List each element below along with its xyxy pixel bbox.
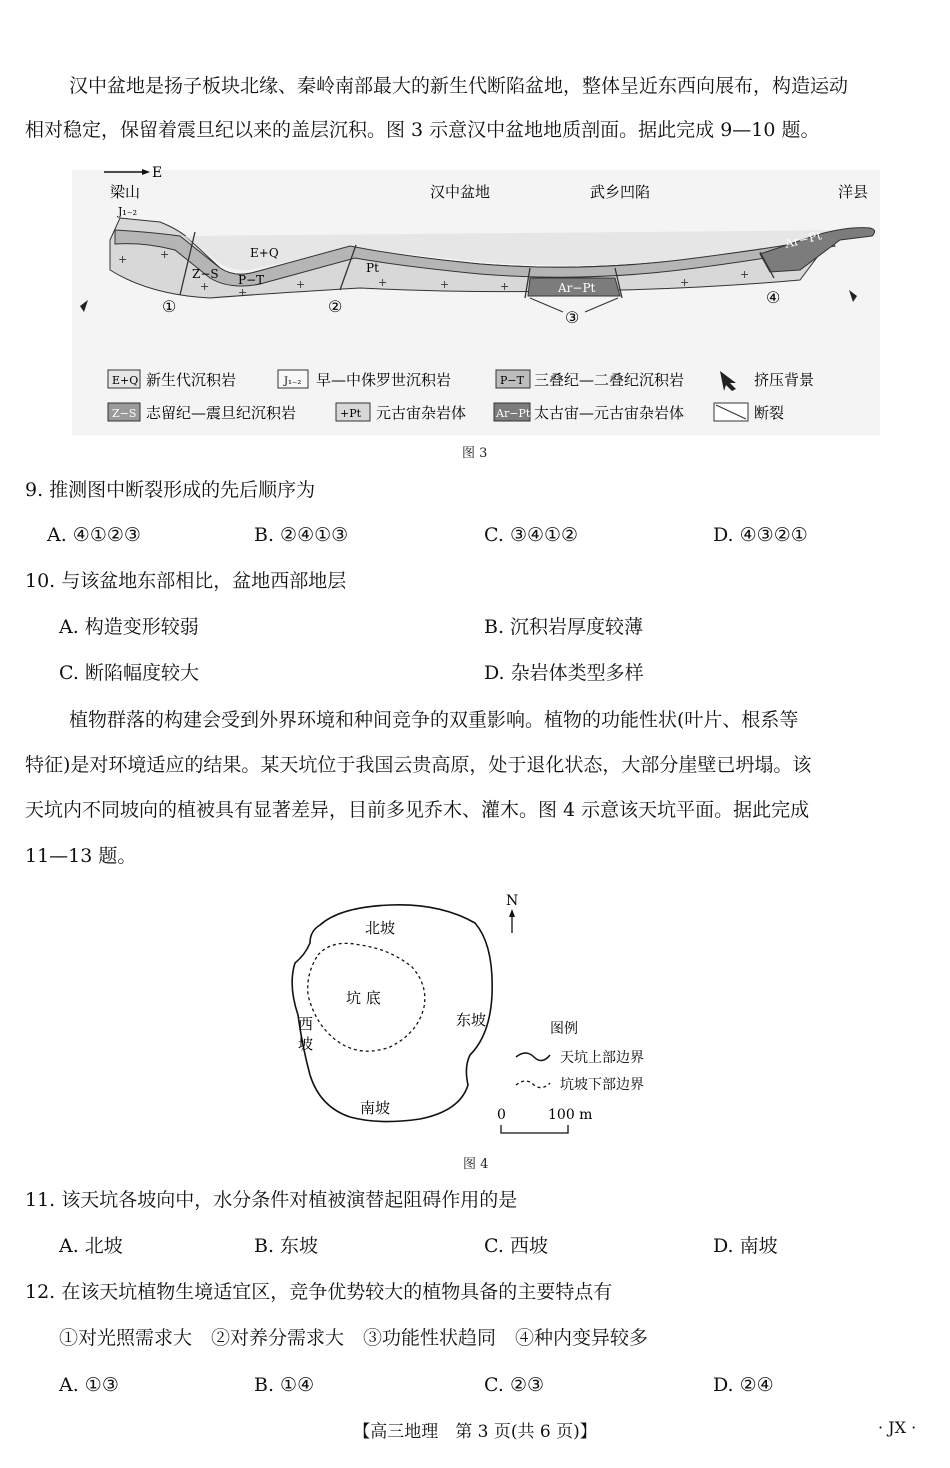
q12-option-d[interactable]: D. ②④	[713, 1374, 774, 1396]
figure4-sinkhole-plan	[280, 885, 680, 1145]
label-zs: Z−S	[192, 267, 219, 281]
q9-stem: 9. 推测图中断裂形成的先后顺序为	[25, 479, 316, 501]
svg-text:+: +	[500, 280, 510, 293]
q12-stem: 12. 在该天坑植物生境适宜区，竞争优势较大的植物具备的主要特点有	[25, 1281, 613, 1303]
fig4-legend-title: 图例	[550, 1021, 578, 1037]
svg-text:+Pt: +Pt	[340, 407, 362, 420]
direction-label: E	[152, 165, 163, 181]
svg-text:Ar−Pt: Ar−Pt	[496, 407, 531, 420]
q9-option-d[interactable]: D. ④③②①	[713, 524, 808, 546]
q11-stem: 11. 该天坑各坡向中，水分条件对植被演替起阻碍作用的是	[25, 1189, 518, 1211]
svg-text:+: +	[118, 253, 128, 266]
q9-option-b[interactable]: B. ②④①③	[254, 524, 349, 546]
fault-label-4: ④	[766, 288, 781, 307]
q12-option-c[interactable]: C. ②③	[484, 1374, 545, 1396]
fault-label-3: ③	[565, 308, 580, 327]
svg-text:J₁₋₂: J₁₋₂	[284, 376, 302, 387]
q10-option-b[interactable]: B. 沉积岩厚度较薄	[484, 616, 644, 638]
q10-option-d[interactable]: D. 杂岩体类型多样	[484, 662, 644, 684]
south-slope-label: 南坡	[360, 1099, 391, 1117]
svg-text:+: +	[238, 286, 248, 299]
intro2-line2: 特征)是对环境适应的结果。某天坑位于我国云贵高原，处于退化状态，大部分崖壁已坍塌。该	[25, 754, 812, 776]
svg-text:+: +	[378, 276, 388, 289]
label-pt: Pt	[366, 261, 379, 275]
q12-option-a[interactable]: A. ①③	[59, 1374, 119, 1396]
place-liangshan: 梁山	[110, 183, 141, 201]
svg-text:+: +	[160, 248, 170, 261]
fig4-legend-lower: 坑坡下部边界	[560, 1077, 644, 1093]
figure3-caption: 图 3	[462, 446, 488, 461]
q9-option-c[interactable]: C. ③④①②	[484, 524, 579, 546]
svg-text:断裂: 断裂	[754, 404, 785, 422]
label-j: J₁₋₂	[118, 205, 138, 218]
label-arpt-east: Ar−Pt	[783, 228, 823, 251]
svg-text:Z−S: Z−S	[112, 407, 137, 420]
place-hanzhong: 汉中盆地	[430, 183, 491, 201]
fig4-legend-upper: 天坑上部边界	[560, 1050, 644, 1066]
svg-text:挤压背景: 挤压背景	[754, 371, 815, 389]
west-slope-label-2: 坡	[298, 1035, 314, 1053]
scale-zero: 0	[497, 1107, 506, 1123]
svg-text:P−T: P−T	[500, 374, 524, 387]
svg-text:+: +	[440, 278, 450, 291]
fault-label-1: ①	[162, 297, 177, 316]
q11-option-d[interactable]: D. 南坡	[713, 1235, 778, 1257]
bottom-label: 坑 底	[346, 989, 381, 1007]
upper-boundary-legend-icon	[516, 1053, 550, 1061]
lower-boundary-legend-icon	[516, 1081, 550, 1088]
svg-text:元古宙杂岩体: 元古宙杂岩体	[376, 404, 467, 422]
svg-text:志留纪—震旦纪沉积岩: 志留纪—震旦纪沉积岩	[146, 404, 297, 422]
q10-option-a[interactable]: A. 构造变形较弱	[59, 616, 199, 638]
intro2-line1: 植物群落的构建会受到外界环境和种间竞争的双重影响。植物的功能性状(叶片、根系等	[69, 709, 799, 731]
q9-option-a[interactable]: A. ④①②③	[47, 524, 141, 546]
place-yangxian: 洋县	[838, 183, 869, 201]
scale-bar	[501, 1125, 568, 1133]
svg-text:早—中侏罗世沉积岩: 早—中侏罗世沉积岩	[316, 371, 452, 389]
svg-text:新生代沉积岩: 新生代沉积岩	[146, 371, 237, 389]
svg-text:+: +	[296, 278, 306, 291]
label-arpt-middle: Ar−Pt	[558, 281, 596, 295]
figure4-caption: 图 4	[463, 1157, 489, 1172]
q10-option-c[interactable]: C. 断陷幅度较大	[59, 662, 199, 684]
svg-text:+: +	[200, 280, 210, 293]
q11-option-a[interactable]: A. 北坡	[59, 1235, 123, 1257]
figure3-cross-section	[60, 160, 890, 440]
east-slope-label: 东坡	[456, 1011, 487, 1029]
svg-text:E+Q: E+Q	[112, 374, 139, 387]
intro1-line2: 相对稳定，保留着震旦纪以来的盖层沉积。图 3 示意汉中盆地地质剖面。据此完成 9—10 题。	[25, 119, 820, 141]
label-pt-tri: P−T	[238, 273, 265, 287]
intro2-line4: 11—13 题。	[25, 845, 137, 867]
q11-option-b[interactable]: B. 东坡	[254, 1235, 319, 1257]
q12-option-b[interactable]: B. ①④	[254, 1374, 315, 1396]
q12-items: ①对光照需求大 ②对养分需求大 ③功能性状趋同 ④种内变异较多	[59, 1327, 649, 1349]
page-code: · JX ·	[878, 1418, 917, 1437]
label-eq: E+Q	[250, 246, 279, 260]
svg-text:+: +	[740, 268, 750, 281]
north-label: N	[506, 893, 519, 909]
q11-option-c[interactable]: C. 西坡	[484, 1235, 548, 1257]
fault-label-2: ②	[328, 297, 343, 316]
svg-text:三叠纪—二叠纪沉积岩: 三叠纪—二叠纪沉积岩	[534, 371, 685, 389]
svg-text:+: +	[680, 276, 690, 289]
intro1-line1: 汉中盆地是扬子板块北缘、秦岭南部最大的新生代断陷盆地，整体呈近东西向展布，构造运动	[69, 75, 849, 97]
scale-value: 100 m	[548, 1107, 593, 1123]
intro2-line3: 天坑内不同坡向的植被具有显著差异，目前多见乔木、灌木。图 4 示意该天坑平面。据此完成	[25, 799, 810, 821]
place-wuxiang: 武乡凹陷	[590, 183, 651, 201]
west-slope-label-1: 西	[298, 1015, 314, 1033]
q10-stem: 10. 与该盆地东部相比，盆地西部地层	[25, 570, 347, 592]
page-footer: 【高三地理 第 3 页(共 6 页)】	[353, 1422, 597, 1442]
north-slope-label: 北坡	[365, 919, 396, 937]
svg-text:太古宙—元古宙杂岩体: 太古宙—元古宙杂岩体	[534, 404, 685, 422]
